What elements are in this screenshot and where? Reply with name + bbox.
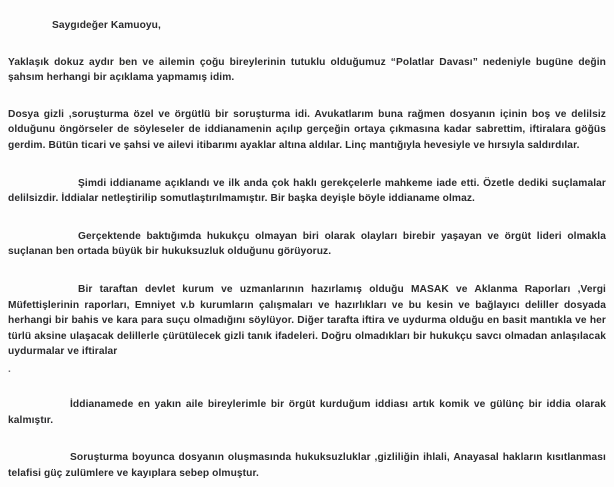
paragraph-1: Yaklaşık dokuz aydır ben ve ailemin çoğu bireylerinin tutuklu olduğumuz “Polatlar Davası” nedeniyle bugüne değin şahsım herhangi bir açıklama yapmamış idim. (8, 56, 606, 84)
paragraph-5: Bir taraftan devlet kurum ve uzmanlarının hazırlamış olduğu MASAK ve Aklanma Raporları ,Vergi Müfettişlerinin raporları, Emniyet v.b kurumların çalışmaları ve hazırlıkları ve bu kesin ve bağlayıcı deliller dosyada herhangi bir bahis ve kara para suçu olmadığını söylüyor. Diğer tarafta iftira ve uydurma olduğu en basit mantıkla ve her türlü aksine ulaşacak delillerle çürütülecek gizli tanık ifadeleri. Doğru olmadıkları bir hukukçu savcı olmadan anlaşılacak uydurmalar ve iftiralar (8, 283, 606, 358)
stray-period-mark: . (8, 363, 11, 375)
salutation: Saygıdeğer Kamuoyu, (52, 20, 161, 31)
paragraph-6: İddianamede en yakın aile bireylerimle bir örgüt kurduğum iddiası artık komik ve gülünç bir iddia olarak kalmıştır. (8, 398, 606, 426)
paragraph-7: Soruşturma boyunca dosyanın oluşmasında hukuksuzluklar ,gizliliğin ihlali, Anayasal hakların kısıtlanması telafisi güç zulümlere ve kayıplara sebep olmuştur. (8, 452, 606, 479)
document-body (8, 0, 606, 481)
paragraph-3: Şimdi iddianame açıklandı ve ilk anda çok haklı gerekçelerle mahkeme iade etti. Özetle dediki suçlamalar delilsizdir. İddialar netleştirilip somutlaştırılmamıştır. Bir başka deyişle böyle iddianame olmaz. (8, 177, 606, 205)
paragraph-2: Dosya gizli ,soruşturma özel ve örgütlü bir soruşturma idi. Avukatlarım buna rağmen dosyanın içinin boş ve delilsiz olduğunu öngörseler de söyleseler de iddianamenin açılıp gerçeğin ortaya çıkmasına kadar sabrettim, iftiralara göğüs gerdim. Bütün ticari ve şahsi ve ailevi itibarımı ayaklar altına aldılar. Linç mantığıyla hevesiyle ve hırsıyla saldırdılar. (8, 108, 606, 151)
paragraph-4: Gerçektende baktığımda hukukçu olmayan biri olarak olayları birebir yaşayan ve örgüt lideri olmakla suçlanan ben ortada büyük bir hukuksuzluk olduğunu görüyoruz. (8, 230, 606, 258)
